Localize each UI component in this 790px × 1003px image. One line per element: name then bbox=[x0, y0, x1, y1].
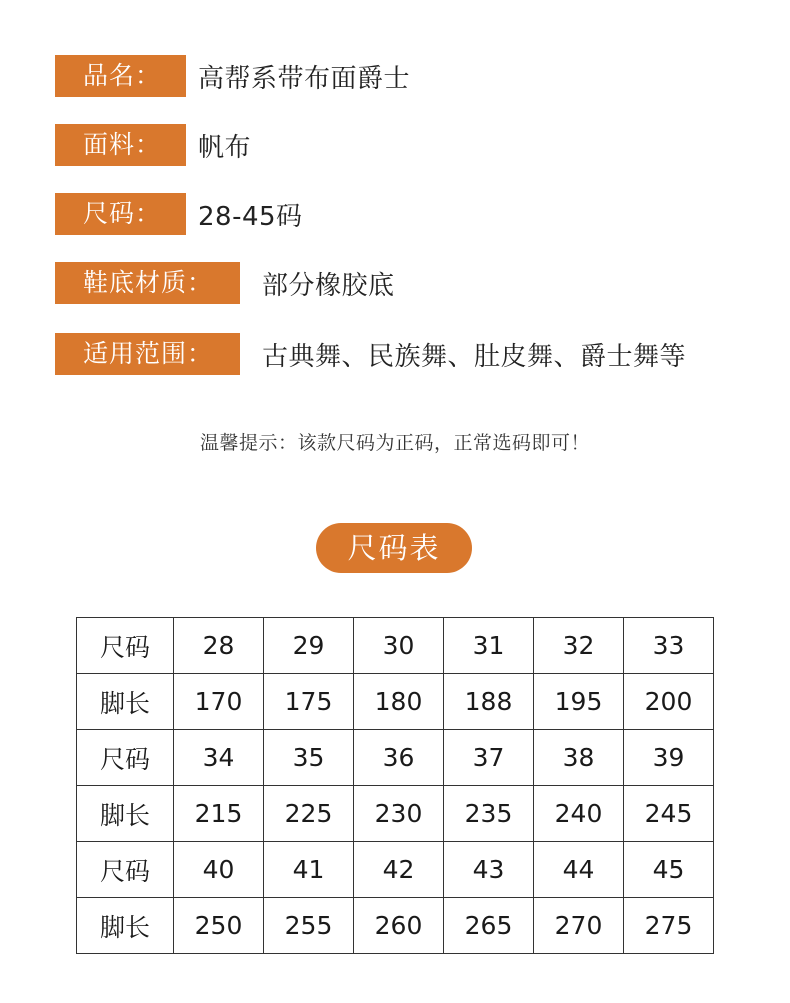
table-cell: 188 bbox=[444, 674, 534, 730]
table-cell: 42 bbox=[354, 842, 444, 898]
table-cell: 33 bbox=[624, 618, 714, 674]
table-cell: 260 bbox=[354, 898, 444, 954]
size-tip: 温馨提示：该款尺码为正码，正常选码即可！ bbox=[199, 432, 590, 454]
table-cell: 175 bbox=[264, 674, 354, 730]
table-cell: 195 bbox=[534, 674, 624, 730]
table-cell: 39 bbox=[624, 730, 714, 786]
table-cell: 255 bbox=[264, 898, 354, 954]
table-cell: 180 bbox=[354, 674, 444, 730]
table-cell: 44 bbox=[534, 842, 624, 898]
table-cell: 43 bbox=[444, 842, 534, 898]
table-cell: 31 bbox=[444, 618, 534, 674]
spec-label-size: 尺码： bbox=[55, 193, 186, 235]
table-cell: 170 bbox=[174, 674, 264, 730]
table-cell: 38 bbox=[534, 730, 624, 786]
row-head-size: 尺码 bbox=[77, 842, 174, 898]
spec-value-fabric: 帆布 bbox=[198, 132, 252, 163]
table-cell: 45 bbox=[624, 842, 714, 898]
row-head-size: 尺码 bbox=[77, 730, 174, 786]
table-cell: 215 bbox=[174, 786, 264, 842]
table-cell: 28 bbox=[174, 618, 264, 674]
table-cell: 32 bbox=[534, 618, 624, 674]
table-row bbox=[77, 842, 714, 898]
table-cell: 30 bbox=[354, 618, 444, 674]
spec-label-fabric: 面料： bbox=[55, 124, 186, 166]
table-cell: 265 bbox=[444, 898, 534, 954]
spec-row-product-name bbox=[55, 55, 410, 97]
table-cell: 235 bbox=[444, 786, 534, 842]
table-cell: 29 bbox=[264, 618, 354, 674]
spec-label-product-name: 品名： bbox=[55, 55, 186, 97]
table-cell: 270 bbox=[534, 898, 624, 954]
table-row bbox=[77, 618, 714, 674]
table-cell: 41 bbox=[264, 842, 354, 898]
size-table bbox=[76, 617, 714, 954]
row-head-foot-length: 脚长 bbox=[77, 674, 174, 730]
spec-row-size bbox=[55, 193, 303, 235]
table-row bbox=[77, 730, 714, 786]
spec-label-usage: 适用范围： bbox=[55, 333, 240, 375]
row-head-size: 尺码 bbox=[77, 618, 174, 674]
table-row bbox=[77, 786, 714, 842]
size-chart-title: 尺码表 bbox=[316, 523, 472, 573]
table-row bbox=[77, 898, 714, 954]
table-cell: 40 bbox=[174, 842, 264, 898]
row-head-foot-length: 脚长 bbox=[77, 898, 174, 954]
table-cell: 240 bbox=[534, 786, 624, 842]
spec-row-usage bbox=[55, 333, 686, 375]
spec-label-sole-material: 鞋底材质： bbox=[55, 262, 240, 304]
table-cell: 245 bbox=[624, 786, 714, 842]
row-head-foot-length: 脚长 bbox=[77, 786, 174, 842]
table-cell: 35 bbox=[264, 730, 354, 786]
table-cell: 250 bbox=[174, 898, 264, 954]
spec-value-size: 28-45码 bbox=[198, 201, 303, 232]
table-cell: 230 bbox=[354, 786, 444, 842]
table-row bbox=[77, 674, 714, 730]
spec-value-usage: 古典舞、民族舞、肚皮舞、爵士舞等 bbox=[262, 341, 687, 372]
table-cell: 200 bbox=[624, 674, 714, 730]
table-cell: 36 bbox=[354, 730, 444, 786]
spec-row-sole-material bbox=[55, 262, 395, 304]
spec-value-product-name: 高帮系带布面爵士 bbox=[198, 63, 411, 94]
spec-value-sole-material: 部分橡胶底 bbox=[262, 270, 395, 301]
table-cell: 34 bbox=[174, 730, 264, 786]
table-cell: 225 bbox=[264, 786, 354, 842]
spec-row-fabric bbox=[55, 124, 251, 166]
table-cell: 37 bbox=[444, 730, 534, 786]
table-cell: 275 bbox=[624, 898, 714, 954]
